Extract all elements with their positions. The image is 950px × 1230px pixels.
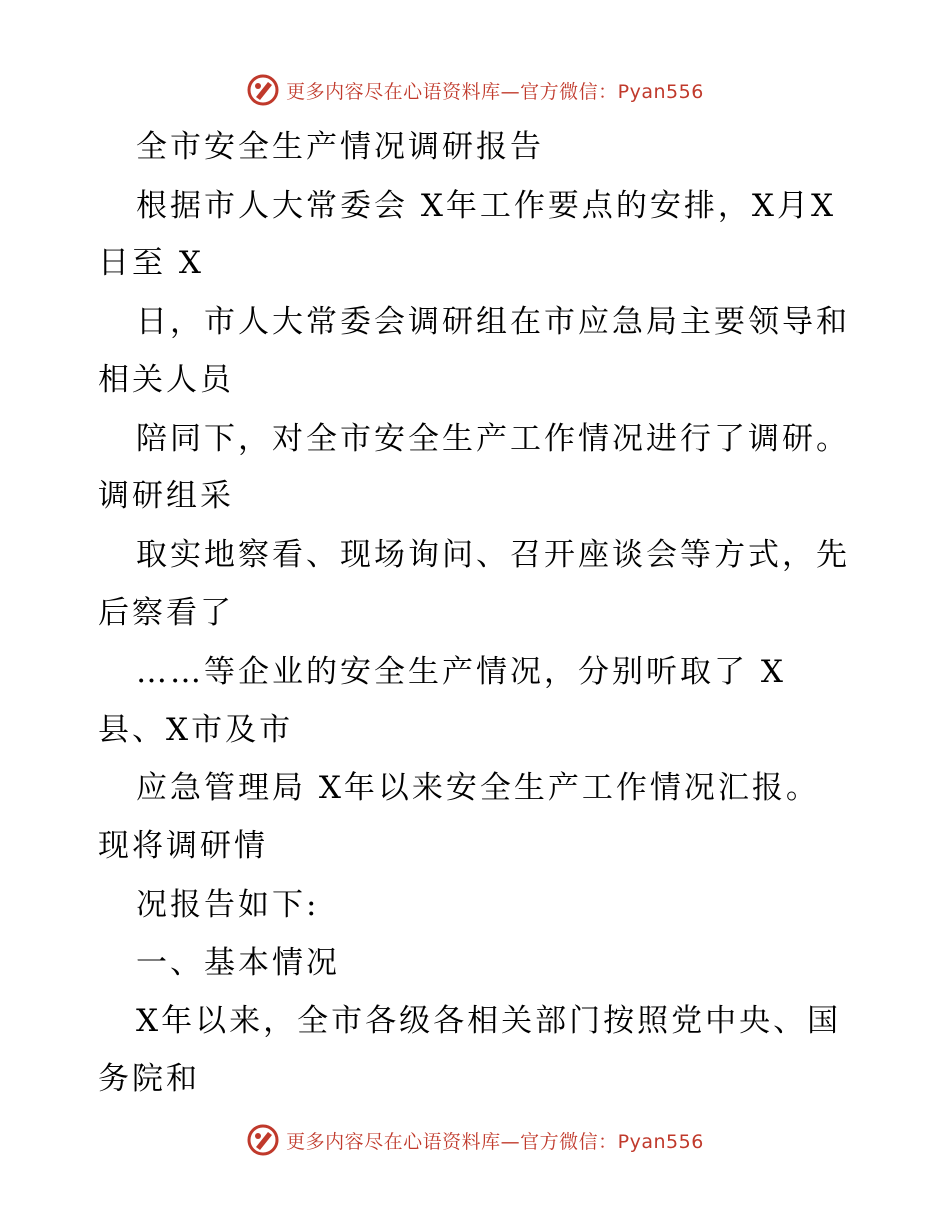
- pen-logo-icon: [246, 73, 280, 107]
- paragraph-line: 取实地察看、现场询问、召开座谈会等方式，先: [136, 537, 850, 573]
- section-heading: 一、基本情况: [136, 945, 340, 981]
- paragraph-line: 调研组采: [98, 478, 234, 514]
- header-watermark: [0, 70, 950, 110]
- pen-logo-icon: [246, 1123, 280, 1157]
- watermark-text: 更多内容尽在心语资料库—官方微信：Pyan556: [286, 1130, 704, 1153]
- paragraph-line: 日，市人大常委会调研组在市应急局主要领导和: [136, 304, 850, 340]
- paragraph-line: ……等企业的安全生产情况，分别听取了 X: [136, 654, 786, 690]
- paragraph-line: 陪同下，对全市安全生产工作情况进行了调研。: [136, 421, 850, 457]
- paragraph-line: 后察看了: [98, 595, 234, 631]
- paragraph-line: 务院和: [98, 1061, 200, 1097]
- paragraph-line: X年以来，全市各级各相关部门按照党中央、国: [136, 1003, 842, 1039]
- watermark-text: 更多内容尽在心语资料库—官方微信：Pyan556: [286, 80, 704, 103]
- paragraph-line: 现将调研情: [98, 828, 268, 864]
- paragraph-line: 根据市人大常委会 X年工作要点的安排，X月X: [136, 188, 837, 224]
- footer-watermark: [0, 1120, 950, 1160]
- paragraph-line: 相关人员: [98, 362, 234, 398]
- paragraph-line: 日至 X: [98, 245, 204, 281]
- paragraph-line: 况报告如下:: [136, 887, 320, 923]
- document-title: 全市安全生产情况调研报告: [136, 129, 544, 165]
- paragraph-line: 县、X市及市: [98, 712, 294, 748]
- paragraph-line: 应急管理局 X年以来安全生产工作情况汇报。: [136, 770, 820, 806]
